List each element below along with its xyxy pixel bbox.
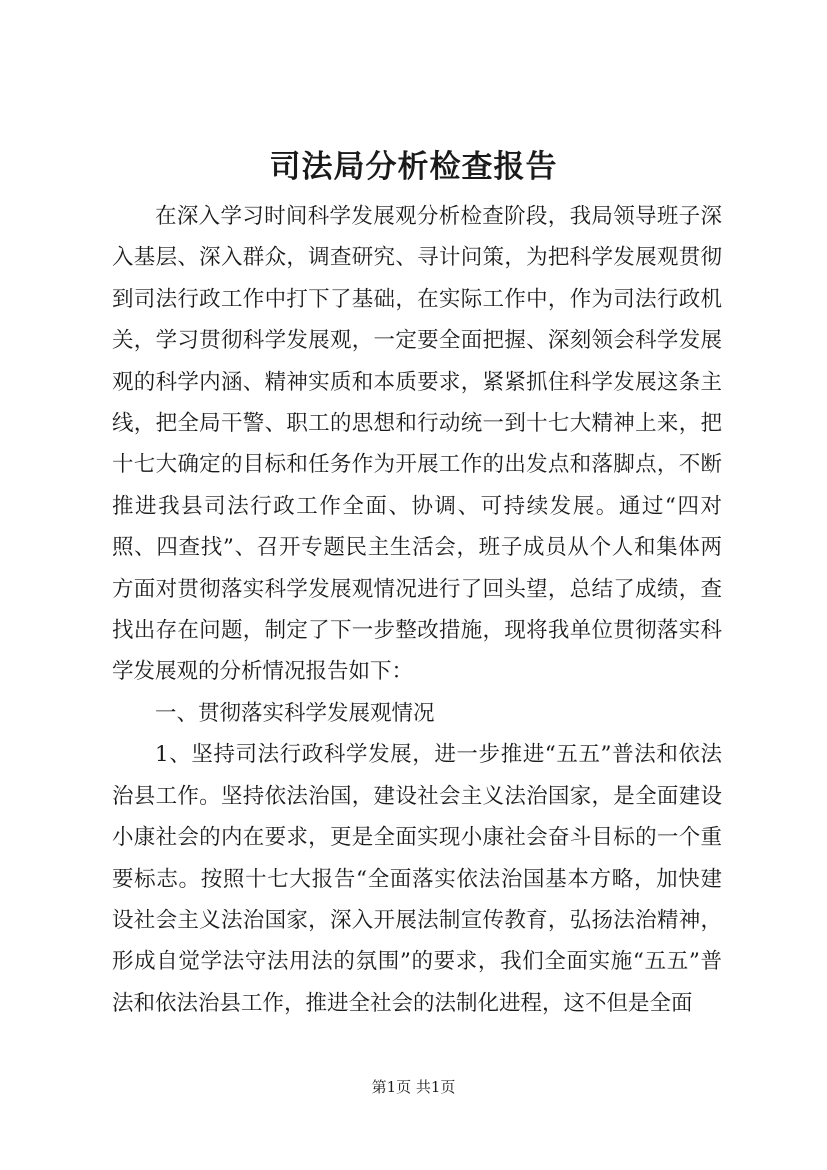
document-body [112,196,722,1024]
paragraph-intro: 在深入学习时间科学发展观分析检查阶段，我局领导班子深入基层、深入群众，调查研究、寻计问策，为把科学发展观贯彻到司法行政工作中打下了基础，在实际工作中，作为司法行政机关，学习贯彻科学发展观，一定要全面把握、深刻领会科学发展观的科学内涵、精神实质和本质要求，紧紧抓住科学发展这条主线，把全局干警、职工的思想和行动统一到十七大精神上来，把十七大确定的目标和任务作为开展工作的出发点和落脚点，不断推进我县司法行政工作全面、协调、可持续发展。通过“四对照、四查找”、召开专题民主生活会，班子成员从个人和集体两方面对贯彻落实科学发展观情况进行了回头望，总结了成绩，查找出存在问题，制定了下一步整改措施，现将我单位贯彻落实科学发展观的分析情况报告如下： [112,204,722,685]
paragraph-item-1: 1、坚持司法行政科学发展，进一步推进“五五”普法和依法治县工作。坚持依法治国，建设社会主义法治国家，是全面建设小康社会的内在要求，更是全面实现小康社会奋斗目标的一个重要标志。按照十七大报告“全面落实依法治国基本方略，加快建设社会主义法治国家，深入开展法制宣传教育，弘扬法治精神，形成自觉学法守法用法的氛围”的要求，我们全面实施“五五”普法和依法治县工作，推进全社会的法制化进程，这不但是全面 [112,742,722,1016]
section-heading: 一、贯彻落实科学发展观情况 [155,700,435,726]
page-footer: 第1页 共1页 [371,1078,456,1096]
document-title: 司法局分析检查报告 [269,149,558,185]
